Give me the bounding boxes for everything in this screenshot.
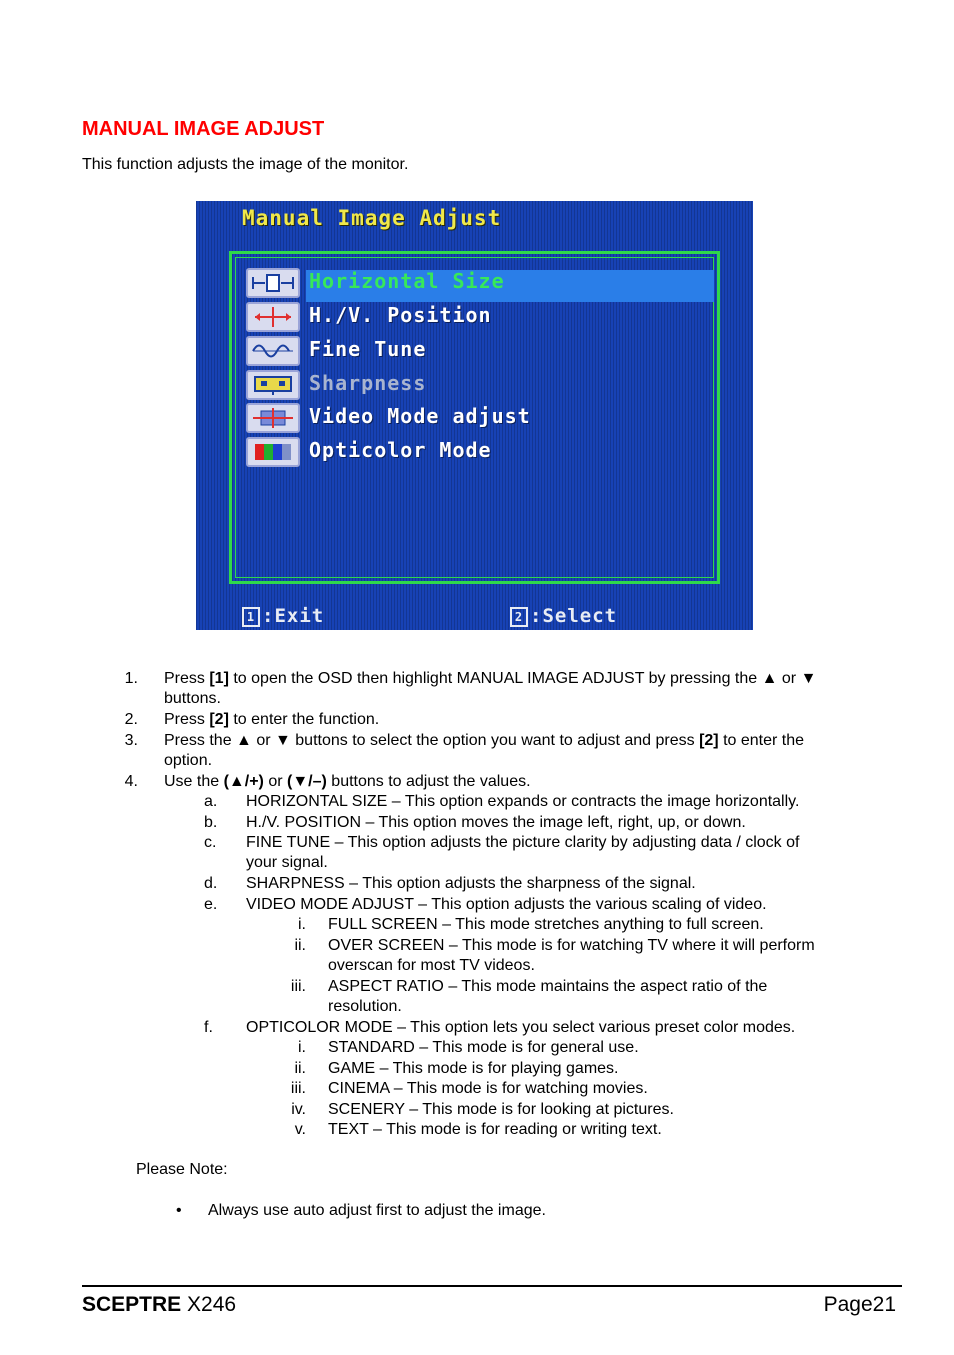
footer-brand: SCEPTRE	[82, 1293, 182, 1316]
osd-item-horizontal-size[interactable]	[246, 268, 714, 298]
step-number: 2.	[124, 711, 138, 728]
osd-select-hint	[510, 605, 617, 627]
step-number: 4.	[124, 773, 138, 790]
mode-text: ASPECT RATIO – This mode maintains the aspect ratio of the resolution.	[328, 978, 768, 1015]
substep-letter: f.	[204, 1019, 213, 1036]
footer-model: X246	[181, 1293, 237, 1316]
osd-item-label: H./V. Position	[309, 303, 492, 327]
roman-numeral: iii.	[290, 978, 306, 995]
key-2-icon: 2	[510, 607, 528, 627]
step-text: Press the ▲ or ▼ buttons to select the option you want to adjust and press [2] to enter the option.	[164, 732, 805, 769]
section-heading: MANUAL IMAGE ADJUST	[82, 118, 325, 140]
note-heading: Please Note:	[136, 1161, 228, 1178]
osd-item-label: Fine Tune	[309, 337, 427, 361]
osd-item-label: Opticolor Mode	[309, 438, 492, 462]
step-text: Use the (▲/+) or (▼/–) buttons to adjust the values.	[164, 773, 531, 790]
osd-item-opticolor[interactable]	[246, 437, 714, 467]
footer-divider	[82, 1285, 902, 1287]
substep-text: OPTICOLOR MODE – This option lets you select various preset color modes.	[246, 1019, 796, 1036]
mode-text: SCENERY – This mode is for looking at pictures.	[328, 1101, 674, 1118]
substep-text: H./V. POSITION – This option moves the image left, right, up, or down.	[246, 814, 746, 831]
substep-text: FINE TUNE – This option adjusts the picture clarity by adjusting data / clock of your signal.	[246, 834, 800, 871]
roman-numeral: iii.	[290, 1080, 306, 1097]
roman-numeral: iv.	[291, 1101, 306, 1118]
mode-text: GAME – This mode is for playing games.	[328, 1060, 619, 1077]
substep-letter: e.	[204, 896, 218, 913]
osd-screenshot	[196, 201, 753, 630]
step-text: Press [1] to open the OSD then highlight MANUAL IMAGE ADJUST by pressing the ▲ or ▼ buttons.	[164, 670, 817, 707]
osd-item-label: Horizontal Size	[309, 269, 505, 293]
roman-numeral: ii.	[294, 1060, 306, 1077]
mode-text: TEXT – This mode is for reading or writing text.	[328, 1121, 662, 1138]
substep-text: VIDEO MODE ADJUST – This option adjusts the various scaling of video.	[246, 896, 767, 913]
fine-tune-icon	[246, 336, 300, 366]
key-1-icon: 1	[242, 607, 260, 627]
osd-exit-hint	[242, 605, 324, 627]
substep-letter: a.	[204, 793, 218, 810]
position-icon	[246, 302, 300, 332]
footer-product	[82, 1293, 236, 1317]
osd-title: Manual Image Adjust	[242, 206, 502, 230]
bullet-icon: •	[176, 1202, 182, 1219]
note-bullet-text: Always use auto adjust first to adjust the image.	[208, 1202, 546, 1219]
roman-numeral: v.	[294, 1121, 306, 1138]
substep-text: HORIZONTAL SIZE – This option expands or contracts the image horizontally.	[246, 793, 800, 810]
step-number: 3.	[124, 732, 138, 749]
osd-item-label: Video Mode adjust	[309, 404, 531, 428]
substep-letter: c.	[204, 834, 217, 851]
video-mode-icon	[246, 403, 300, 433]
mode-text: CINEMA – This mode is for watching movies.	[328, 1080, 648, 1097]
roman-numeral: ii.	[294, 937, 306, 954]
roman-numeral: i.	[298, 916, 306, 933]
intro-text: This function adjusts the image of the monitor.	[82, 156, 409, 173]
opticolor-icon	[246, 437, 300, 467]
osd-exit-label: :Exit	[262, 605, 325, 627]
mode-text: OVER SCREEN – This mode is for watching TV where it will perform overscan for most TV videos.	[328, 937, 815, 974]
step-text: Press [2] to enter the function.	[164, 711, 380, 728]
roman-numeral: i.	[298, 1039, 306, 1056]
substep-letter: b.	[204, 814, 218, 831]
osd-item-label: Sharpness	[309, 371, 427, 395]
osd-item-hv-position[interactable]	[246, 302, 714, 332]
osd-item-video-mode[interactable]	[246, 403, 714, 433]
step-number: 1.	[124, 670, 138, 687]
mode-text: FULL SCREEN – This mode stretches anything to full screen.	[328, 916, 764, 933]
osd-item-fine-tune[interactable]	[246, 336, 714, 366]
sharpness-icon	[246, 370, 300, 400]
page-number: Page21	[823, 1293, 896, 1316]
substep-letter: d.	[204, 875, 218, 892]
mode-text: STANDARD – This mode is for general use.	[328, 1039, 639, 1056]
horizontal-size-icon	[246, 268, 300, 298]
osd-select-label: :Select	[530, 605, 618, 627]
osd-item-sharpness	[246, 370, 714, 400]
substep-text: SHARPNESS – This option adjusts the sharpness of the signal.	[246, 875, 696, 892]
